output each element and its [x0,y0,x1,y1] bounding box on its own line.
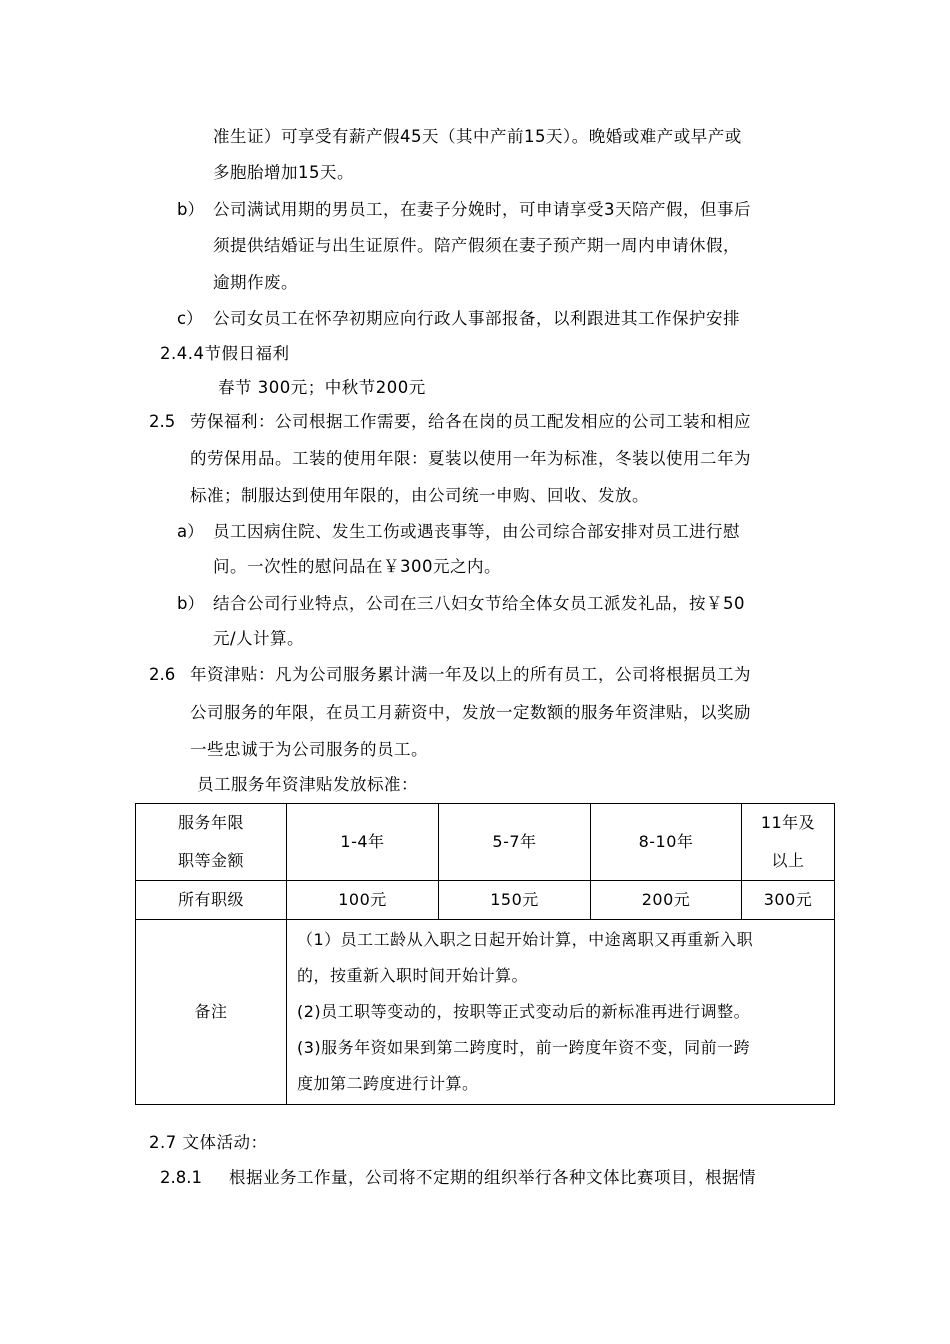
womens-day-gift-line-1: 结合公司行业特点，公司在三八妇女节给全体女员工派发礼品，按￥50 [213,594,745,613]
amount-cell: 200元 [591,881,742,920]
remark-1-line-2: 的，按重新入职时间开始计算。 [297,966,529,985]
table-caption: 员工服务年资津贴发放标准： [197,775,418,794]
paternity-leave-line-3: 逾期作废。 [213,273,298,292]
holiday-benefit-amounts: 春节 300元；中秋节200元 [218,378,426,397]
corner-header-grade: 职等金额 [177,851,244,870]
sports-events-line-1: 根据业务工作量，公司将不定期的组织举行各种文体比赛项目，根据情 [229,1168,756,1187]
section-number-2-8-1: 2.8.1 [160,1168,202,1187]
cultural-activities-heading: 2.7 文体活动： [149,1133,268,1152]
remark-3-line-1: (3)服务年资如果到第二跨度时，前一跨度年资不变，同前一跨 [297,1038,751,1057]
condolence-line-1: 员工因病住院、发生工伤或遇丧事等，由公司综合部安排对员工进行慰 [213,522,740,541]
remarks-cell [287,920,835,1105]
column-header-5-7-years: 5-7年 [439,804,591,881]
remark-3-line-2: 度加第二跨度进行计算。 [297,1074,479,1093]
seniority-allowance-line-3: 一些忠诚于为公司服务的员工。 [190,740,428,759]
remark-2: (2)员工职等变动的，按职等正式变动后的新标准再进行调整。 [297,1002,751,1021]
remarks-label: 备注 [136,920,287,1105]
holiday-benefit-heading: 2.4.4节假日福利 [160,344,290,363]
condolence-line-2: 问。一次性的慰问品在￥300元之内。 [213,557,501,576]
seniority-allowance-table [135,803,835,1105]
paternity-leave-line-2: 须提供结婚证与出生证原件。陪产假须在妻子预产期一周内申请休假， [213,236,740,255]
section-number-2-5: 2.5 [149,412,176,431]
maternity-leave-line-2: 多胞胎增加15天。 [213,163,354,182]
paternity-leave-line-1: 公司满试用期的男员工，在妻子分娩时，可申请享受3天陪产假，但事后 [213,200,751,219]
remark-1-line-1: （1）员工工龄从入职之日起开始计算，中途离职又再重新入职 [297,930,754,949]
list-marker-c: c） [177,309,203,328]
corner-header-cell [136,804,287,881]
amount-cell: 300元 [742,881,835,920]
remarks-row [136,920,835,1105]
column-header-11-plus-line-2: 以上 [771,851,805,870]
amount-cell: 150元 [439,881,591,920]
list-marker-a: a） [177,522,204,541]
column-header-11-plus-years [742,804,835,881]
corner-header-years: 服务年限 [177,813,244,832]
labor-protection-line-1: 劳保福利：公司根据工作需要，给各在岗的员工配发相应的公司工装和相应 [190,412,751,431]
table-row [136,881,835,920]
pregnancy-report-line: 公司女员工在怀孕初期应向行政人事部报备，以利跟进其工作保护安排 [213,309,740,328]
seniority-allowance-line-1: 年资津贴：凡为公司服务累计满一年及以上的所有员工，公司将根据员工为 [190,665,751,684]
column-header-1-4-years: 1-4年 [287,804,439,881]
list-marker-b: b） [177,200,204,219]
womens-day-gift-line-2: 元/人计算。 [213,629,305,648]
amount-cell: 100元 [287,881,439,920]
row-label-all-grades: 所有职级 [136,881,287,920]
labor-protection-line-3: 标准；制服达到使用年限的，由公司统一申购、回收、发放。 [190,486,649,505]
list-marker-b-2: b） [177,594,204,613]
labor-protection-line-2: 的劳保用品。工装的使用年限：夏装以使用一年为标准，冬装以使用二年为 [190,449,751,468]
seniority-allowance-line-2: 公司服务的年限，在员工月薪资中，发放一定数额的服务年资津贴，以奖励 [190,703,751,722]
table-header-row [136,804,835,881]
maternity-leave-line-1: 准生证）可享受有薪产假45天（其中产前15天）。晚婚或难产或早产或 [213,127,742,146]
column-header-8-10-years: 8-10年 [591,804,742,881]
section-number-2-6: 2.6 [149,665,176,684]
column-header-11-plus-line-1: 11年及 [760,813,816,832]
